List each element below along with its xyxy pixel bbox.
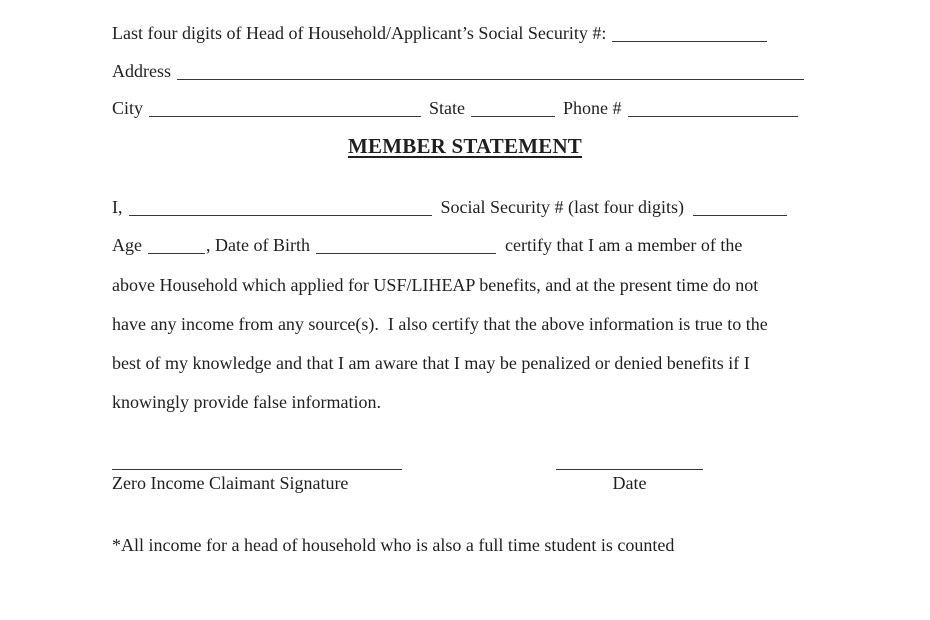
- statement-line-3: best of my knowledge and that I am aware that I may be penalized or denied benefits if I: [112, 353, 750, 373]
- member-name-row: [112, 195, 787, 218]
- address-row: [112, 59, 804, 82]
- address-label: Address: [112, 61, 171, 81]
- age-dob-row: [112, 233, 742, 256]
- statement-line-1: above Household which applied for USF/LIHEAP benefits, and at the present time do not: [112, 275, 759, 295]
- ssn4-label: Social Security # (last four digits): [440, 197, 684, 217]
- city-blank: [149, 96, 421, 117]
- document-heading: [0, 134, 930, 159]
- footnote: *All income for a head of household who is also a full time student is counted: [112, 535, 675, 555]
- age-label: Age: [112, 235, 142, 255]
- ssn-last4-blank: [612, 21, 767, 42]
- phone-blank: [628, 96, 798, 117]
- statement-line-2: have any income from any source(s). I also certify that the above information is true to the: [112, 314, 768, 334]
- member-ssn4-blank: [693, 195, 787, 216]
- city-label: City: [112, 98, 144, 118]
- city-state-phone-row: [112, 96, 798, 119]
- dob-blank: [316, 233, 496, 254]
- signature-label: Zero Income Claimant Signature: [112, 473, 349, 493]
- dob-label: , Date of Birth: [206, 235, 310, 255]
- certify-text: certify that I am a member of the: [504, 235, 743, 255]
- date-label: Date: [612, 473, 647, 493]
- i-label: I,: [112, 197, 123, 217]
- document-heading-text: MEMBER STATEMENT: [347, 134, 583, 158]
- state-blank: [471, 96, 555, 117]
- signature-rule: [112, 469, 402, 470]
- date-rule: [556, 469, 703, 470]
- state-label: State: [429, 98, 466, 118]
- age-blank: [148, 233, 205, 254]
- ssn-last4-label: Last four digits of Head of Household/Applicant’s Social Security #:: [112, 23, 607, 43]
- statement-line-4: knowingly provide false information.: [112, 392, 381, 412]
- phone-label: Phone #: [563, 98, 622, 118]
- ssn-last4-row: [112, 21, 767, 44]
- member-name-blank: [129, 195, 432, 216]
- address-blank: [177, 59, 804, 80]
